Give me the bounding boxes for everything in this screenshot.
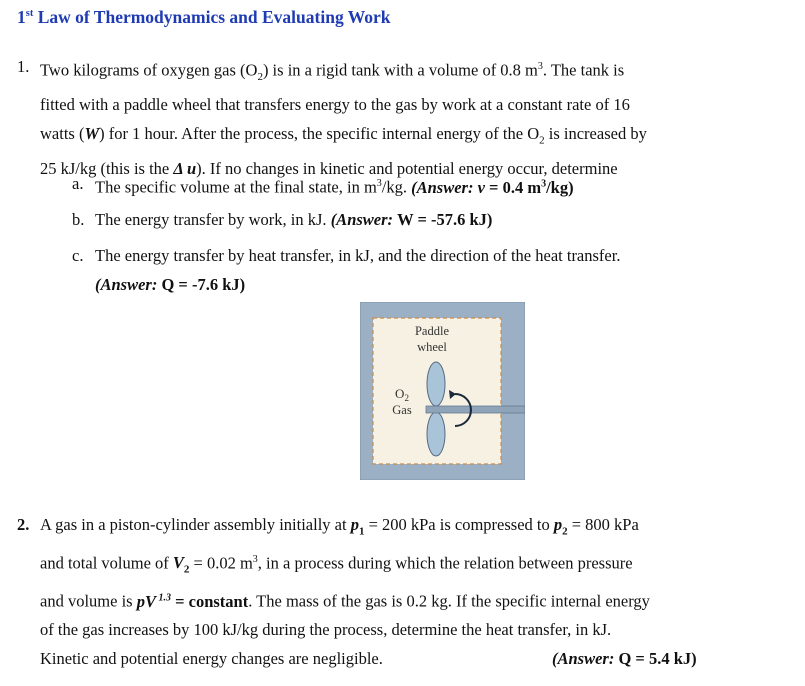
part-a: a. The specific volume at the final state, in $m^3/kg$. (Answer: v = 0.4 $m^3/kg$) xyxy=(72,174,574,197)
answer-problem-2: (Answer: Q = 5.4 kJ) xyxy=(552,648,697,668)
answer-b: (Answer: W = -57.6 kJ) xyxy=(330,210,493,229)
gas-label-1: $O_2$ xyxy=(395,386,409,403)
problem-1-line-4: 25 kJ/kg (this is the Δ u). If no changes in kinetic and potential energy occur, determine xyxy=(40,158,618,178)
problem-2-line-2: and total volume of $V_2 = 0.02$ $m^3$, in a process during which the relation between pressure xyxy=(40,553,633,576)
problem-1-line-2: fitted with a paddle wheel that transfers energy to the gas by work at a constant rate of 16 xyxy=(40,95,630,115)
problem-2-line-3: and volume is pV $^{1.3}$ = constant. The mass of the gas is 0.2 kg. If the specific internal energy xyxy=(40,591,650,611)
problem-1-line-3: watts (W) for 1 hour. After the process, the specific internal energy of the $O_2$ is increased by xyxy=(40,123,647,147)
answer-a: (Answer: v = 0.4 $m^3/kg$) xyxy=(411,177,574,197)
part-b: b. The energy transfer by work, in kJ. (Answer: W = -57.6 kJ) xyxy=(72,210,493,229)
problem-2-line-5: Kinetic and potential energy changes are negligible. (Answer: Q = 5.4 kJ) xyxy=(40,645,787,674)
problem-1 xyxy=(17,53,787,183)
answer-c: (Answer: Q = -7.6 kJ) xyxy=(95,274,246,294)
gas-label-2: Gas xyxy=(392,403,412,417)
paddle-wheel-tank-figure xyxy=(360,302,525,480)
page-title: 1st Law of Thermodynamics and Evaluating Work xyxy=(17,7,391,27)
problem-number: 1. xyxy=(17,57,30,76)
problem-2-line-4: of the gas increases by 100 kJ/kg during the process, determine the heat transfer, in kJ. xyxy=(40,620,612,640)
paddle-label-1: Paddle xyxy=(414,324,450,338)
problem-number: 2. xyxy=(17,515,30,534)
part-c: c. The energy transfer by heat transfer, in kJ, and the direction of the heat transfer. (Answer: Q = -7.6 kJ) xyxy=(72,242,772,299)
paddle-label-2: wheel xyxy=(417,340,447,354)
problem-2 xyxy=(17,511,787,673)
problem-2-line-1: A gas in a piston-cylinder assembly initially at $p_1 = 200$ kPa is compressed to $p_2 = 800$ kPa xyxy=(40,515,639,538)
problem-1-line-1: Two kilograms of oxygen gas $(O_2)$ is in a rigid tank with a volume of 0.8 $m^3$. The tank is xyxy=(40,60,625,83)
